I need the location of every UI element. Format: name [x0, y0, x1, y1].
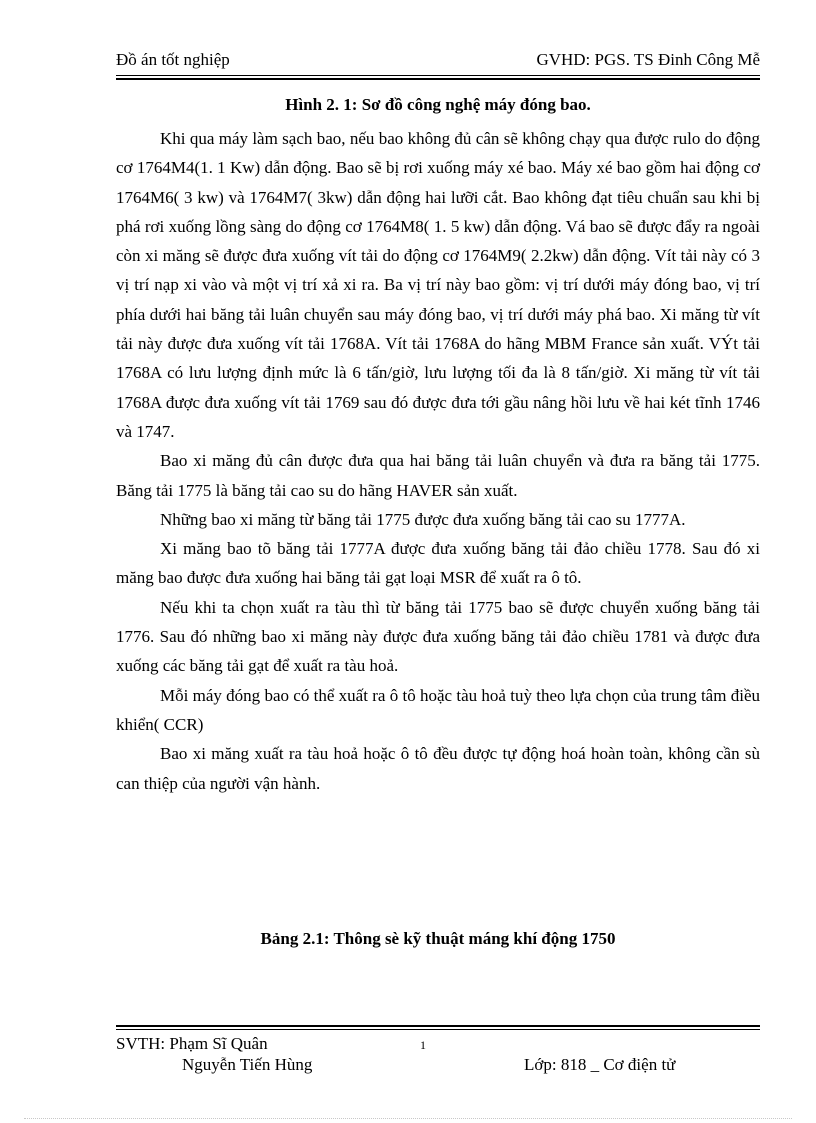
body-text — [116, 124, 760, 798]
paragraph-3: Những bao xi măng từ băng tải 1775 được đưa xuống băng tải cao su 1777A. — [160, 509, 686, 529]
paragraph-6: Mỗi máy đóng bao có thể xuất ra ô tô hoặc tàu hoả tuỳ theo lựa chọn của trung tâm điều khiển( CCR) — [116, 685, 760, 734]
footer-rule-thin — [116, 1029, 760, 1030]
header-rule-thin — [116, 75, 760, 76]
figure-caption: Hình 2. 1: Sơ đồ công nghệ máy đóng bao. — [285, 95, 591, 114]
header-rule-thick — [116, 78, 760, 80]
paragraph-1: Khi qua máy làm sạch bao, nếu bao không đủ cân sẽ không chạy qua được rulo do động cơ 1764M4(1. 1 Kw) dẫn động. Bao sẽ bị rơi xuống máy xé bao. Máy xé bao gồm hai động cơ 1764M6( 3 kw) và 1764M7( 3kw) dẫn động hai lưỡi cắt. Bao không đạt tiêu chuẩn sau khi bị phá rơi xuống lồng sàng do động cơ 1764M8( 1. 5 kw) dẫn động. Vá bao sẽ được đẩy ra ngoài còn xi măng sẽ được đưa xuống vít tải do động cơ 1764M9( 2.2kw) dẫn động. Vít tải này có 3 vị trí nạp xi vào và một vị trí xả xi ra. Ba vị trí này bao gồm: vị trí dưới máy đóng bao, vị trí phía dưới hai băng tải luân chuyển sau máy đóng bao, vị trí dưới máy phá bao. Xi măng từ vít tải này được đưa xuống vít tải 1768A. Vít tải 1768A do hãng MBM France sản xuất. VÝt tải 1768A có lưu lượng định mức là 6 tấn/giờ, lưu lượng tối đa là 8 tấn/giờ. Xi măng từ vít tải 1768A được đưa xuống vít tải 1769 sau đó được đưa tới gầu nâng hồi lưu về hai két tĩnh 1746 và 1747. — [116, 129, 760, 441]
paragraph-7: Bao xi măng xuất ra tàu hoả hoặc ô tô đều được tự động hoá hoàn toàn, không cần sù can thiệp của người vận hành. — [116, 744, 760, 793]
paragraph-4: Xi măng bao tõ băng tải 1777A được đưa xuống băng tải đảo chiều 1778. Sau đó xi măng bao được đưa xuống hai băng tải gạt loại MSR để xuất ra ô tô. — [116, 539, 760, 588]
paragraph-2: Bao xi măng đủ cân được đưa qua hai băng tải luân chuyển và đưa ra băng tải 1775. Băng tải 1775 là băng tải cao su do hãng HAVER sản xuất. — [116, 451, 760, 500]
header-row — [116, 50, 760, 70]
page-border — [24, 1118, 792, 1119]
header-supervisor: GVHD: PGS. TS Đinh Công Mễ — [536, 50, 760, 69]
header-document-title: Đồ án tốt nghiệp — [116, 50, 230, 69]
footer-student-1: SVTH: Phạm Sĩ Quân — [116, 1034, 268, 1053]
footer-student-2: Nguyễn Tiến Hùng — [182, 1055, 313, 1074]
paragraph-5: Nếu khi ta chọn xuất ra tàu thì từ băng tải 1775 bao sẽ được chuyển xuống băng tải 1776. Sau đó những bao xi măng này được đưa xuống băng tải đảo chiều 1781 và được đưa xuống các băng tải gạt để xuất ra tàu hoả. — [116, 597, 760, 676]
page-number: 1 — [420, 1038, 426, 1052]
footer-class: Lớp: 818 _ Cơ điện tử — [524, 1055, 676, 1074]
footer-rule-thick — [116, 1025, 760, 1027]
table-caption: Bảng 2.1: Thông sè kỹ thuật máng khí động 1750 — [260, 929, 616, 948]
